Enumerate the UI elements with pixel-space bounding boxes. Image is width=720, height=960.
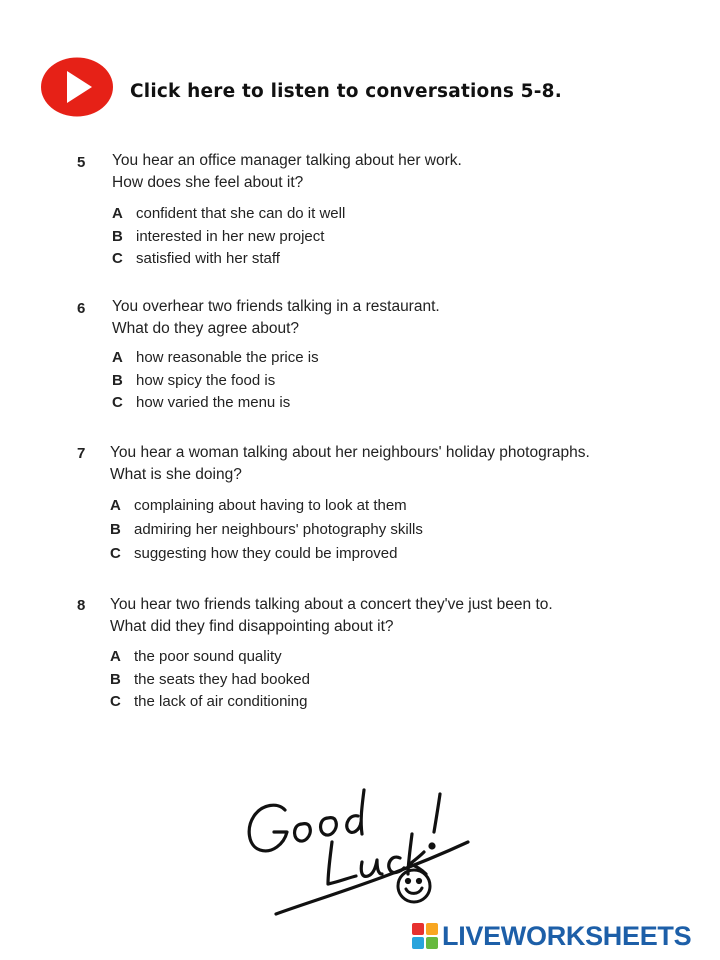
good-luck-handwriting <box>240 780 480 925</box>
options-list <box>110 646 310 714</box>
play-audio-button[interactable] <box>40 57 114 117</box>
logo-text: LIVEWORKSHEETS <box>442 920 692 951</box>
smiley-icon <box>394 866 434 906</box>
option-b[interactable]: B interested in her new project <box>112 227 325 245</box>
option-c[interactable]: C how varied the menu is <box>112 394 291 412</box>
option-a[interactable]: A complaining about having to look at them <box>110 497 407 514</box>
question-number: 5 <box>77 154 86 171</box>
liveworksheets-icon <box>412 923 438 949</box>
option-c[interactable]: C the lack of air conditioning <box>110 693 308 711</box>
option-a[interactable]: A how reasonable the price is <box>112 349 319 367</box>
question-text: You hear a woman talking about her neighbours' holiday photographs. What is she doing? <box>110 444 590 483</box>
question-text: You hear two friends talking about a concert they've just been to. What did they find disappointing about it? <box>110 596 553 635</box>
options-list <box>112 203 345 271</box>
options-list <box>112 347 319 415</box>
liveworksheets-logo <box>412 921 691 951</box>
option-b[interactable]: B the seats they had booked <box>110 670 310 688</box>
question-number: 7 <box>77 445 86 462</box>
question-text: You hear an office manager talking about her work. How does she feel about it? <box>112 152 462 191</box>
option-b[interactable]: B admiring her neighbours' photography skills <box>110 521 423 538</box>
options-list <box>110 494 423 566</box>
listen-link[interactable]: Click here to listen to conversations 5-8. <box>130 81 562 102</box>
question-number: 6 <box>77 300 86 317</box>
option-c[interactable]: C satisfied with her staff <box>112 250 280 268</box>
question-text: You overhear two friends talking in a restaurant. What do they agree about? <box>112 298 440 337</box>
option-b[interactable]: B how spicy the food is <box>112 371 276 389</box>
option-c[interactable]: C suggesting how they could be improved <box>110 545 398 562</box>
option-a[interactable]: A confident that she can do it well <box>112 205 346 223</box>
question-number: 8 <box>77 597 86 614</box>
option-a[interactable]: A the poor sound quality <box>110 648 282 666</box>
play-icon <box>40 57 114 117</box>
